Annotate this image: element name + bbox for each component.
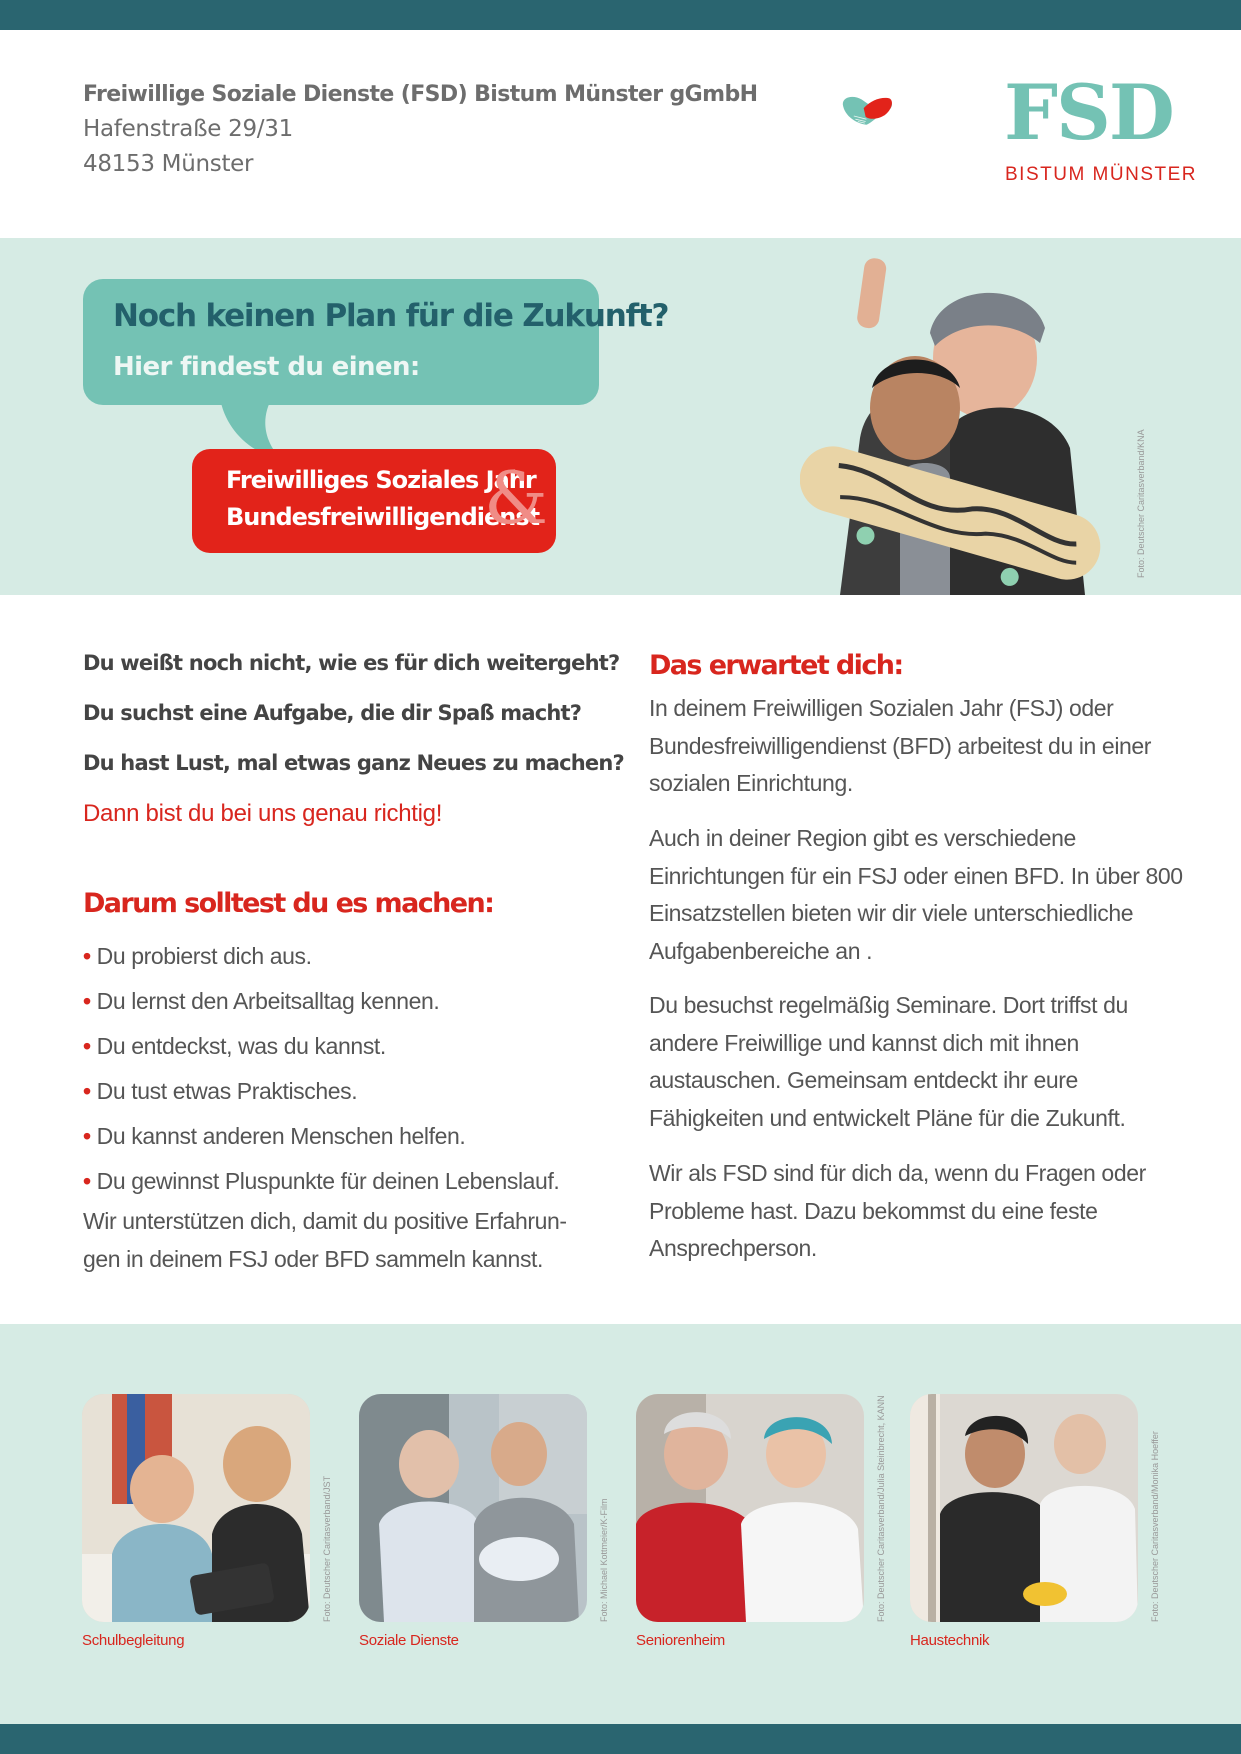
expect-paragraph-3: Du besuchst regelmäßig Seminare. Dort triffst du andere Freiwillige und kannst dich mit ihnen austauschen. Gemeinsam entdeckt ihr eure Fähigkeiten und entwickelt Pläne für die Zukunft.	[649, 992, 1128, 1131]
gallery-photo-schulbegleitung	[82, 1394, 310, 1622]
logo-text: FSD	[1004, 68, 1173, 157]
list-item: • Du tust etwas Praktisches.	[83, 1078, 358, 1104]
hero-question: Noch keinen Plan für die Zukunft?	[113, 298, 669, 334]
city: 48153 Münster	[83, 151, 254, 177]
list-item: • Du probierst dich aus.	[83, 943, 312, 969]
program-fsj: Freiwilliges Soziales Jahr	[226, 466, 536, 494]
answer-line: Dann bist du bei uns genau richtig!	[83, 800, 443, 827]
reasons-heading: Darum solltest du es machen:	[83, 888, 494, 919]
handshake-heart-icon	[842, 80, 972, 156]
photo-credit: Foto: Deutscher Caritasverband/JST	[322, 1475, 332, 1622]
question-1: Du weißt noch nicht, wie es für dich weitergeht?	[83, 651, 620, 675]
ampersand: &	[484, 456, 549, 540]
program-bfd: Bundesfreiwilligendienst	[226, 503, 540, 531]
expect-paragraph-1: In deinem Freiwilligen Sozialen Jahr (FSJ) oder Bundesfreiwilligendienst (BFD) arbeitest du in einer sozialen Einrichtung.	[649, 695, 1152, 796]
caption-haustechnik: Haustechnik	[910, 1632, 990, 1649]
gallery-photo-seniorenheim	[636, 1394, 864, 1622]
hero-photo	[800, 258, 1105, 595]
org-name: Freiwillige Soziale Dienste (FSD) Bistum Münster gGmbH	[83, 82, 758, 107]
question-3: Du hast Lust, mal etwas ganz Neues zu machen?	[83, 751, 624, 775]
gallery-photo-soziale-dienste	[359, 1394, 587, 1622]
expect-paragraph-2: Auch in deiner Region gibt es verschiedene Einrichtungen für ein FSJ oder einen BFD. In über 800 Einsatzstellen bieten wir dir viele unterschiedliche Aufgabenbereiche an .	[649, 825, 1183, 964]
support-text: Wir unterstützen dich, damit du positive Erfahrun- gen in deinem FSJ oder BFD sammeln kannst.	[83, 1208, 567, 1272]
address-block	[83, 78, 757, 182]
photo-credit: Foto: Michael Kottmeier/K-Film	[599, 1498, 609, 1622]
expect-paragraph-4: Wir als FSD sind für dich da, wenn du Fragen oder Probleme hast. Dazu bekommst du eine feste Ansprechperson.	[649, 1160, 1146, 1261]
list-item: • Du gewinnst Pluspunkte für deinen Lebenslauf.	[83, 1168, 560, 1194]
street: Hafenstraße 29/31	[83, 116, 293, 142]
caption-seniorenheim: Seniorenheim	[636, 1632, 725, 1649]
caption-schulbegleitung: Schulbegleitung	[82, 1632, 185, 1649]
expect-heading: Das erwartet dich:	[649, 650, 903, 681]
list-item: • Du entdeckst, was du kannst.	[83, 1033, 386, 1059]
list-item: • Du lernst den Arbeitsalltag kennen.	[83, 988, 440, 1014]
photo-credit: Foto: Deutscher Caritasverband/Julia Steinbrecht, KANN	[876, 1395, 886, 1622]
logo-subtitle: BISTUM MÜNSTER	[1005, 164, 1197, 185]
photo-credit: Foto: Deutscher Caritasverband/Monika Hoeffer	[1150, 1431, 1160, 1622]
top-bar	[0, 0, 1241, 30]
caption-soziale-dienste: Soziale Dienste	[359, 1632, 459, 1649]
hero-photo-credit: Foto: Deutscher Caritasverband/KNA	[1136, 429, 1146, 578]
reasons-list	[83, 934, 559, 1204]
bottom-bar	[0, 1724, 1241, 1754]
list-item: • Du kannst anderen Menschen helfen.	[83, 1123, 466, 1149]
hero-answer: Hier findest du einen:	[113, 352, 420, 382]
gallery-photo-haustechnik	[910, 1394, 1138, 1622]
question-2: Du suchst eine Aufgabe, die dir Spaß macht?	[83, 701, 582, 725]
